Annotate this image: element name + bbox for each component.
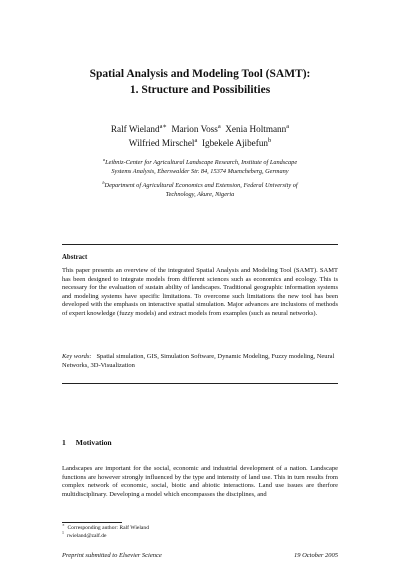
keywords	[62, 353, 338, 370]
affiliation-mark: a	[102, 156, 106, 162]
keywords-text: Spatial simulation, GIS, Simulation Software, Dynamic Modeling, Fuzzy modeling, Neural Networks, 3D-Visualization	[62, 353, 335, 369]
section-number: 1	[62, 438, 66, 447]
author-line-1	[40, 122, 360, 136]
affiliation-text-cont: Systems Analysis, Eberswalder Str. 84, 15374 Muencheberg, Germany	[111, 168, 289, 175]
footer-date: 19 October 2005	[293, 552, 338, 559]
affiliation-a	[52, 158, 348, 176]
affiliation-mark: b	[102, 179, 105, 185]
title-line-2: 1. Structure and Possibilities	[129, 84, 271, 96]
abstract-heading: Abstract	[62, 254, 88, 261]
author-list	[40, 122, 360, 150]
author-mark: a	[286, 122, 290, 130]
author-name: Wilfried Mirschel	[128, 138, 195, 148]
affiliation-text-cont: Technology, Akure, Nigeria	[165, 191, 235, 198]
affiliation-text: Leibniz-Center for Agricultural Landscape Research, Institute of Landscape	[105, 159, 298, 166]
author-mark: a	[159, 122, 163, 130]
body-text: Landscapes are important for the social, economic and industrial development of a nation. Landscape functions are however strongly influenced by the type and intensity of land use. This in turn results from complex network of economic, social, biotic and abiotic interactions. Land use issues are therfore multidisciplinary. Developing a model which encompasses the disciplines, and	[62, 465, 338, 498]
keywords-label: Key words:	[62, 353, 92, 360]
corresponding-mark: ∗	[162, 122, 167, 130]
paper-title	[40, 66, 360, 98]
footnote-mark: 1	[62, 531, 64, 536]
abstract-text: This paper presents an overview of the integrated Spatial Analysis and Modeling Tool (SAMT). SAMT has been designed to integrate models from different sciences such as economics and ecology. This is necessary for the evaluation of sustain ability of landscapes. Traditional geographic information systems and modeling systems have specific limitations. To overcome such limitations the new tool has been developed with the emphasis on interactive spatial simulation. Major advances are inclusions of methods of expert knowledge (fuzzy models) and extract models from examples (such as neural networks).	[62, 267, 338, 317]
author-name: Ralf Wieland	[110, 124, 160, 134]
author-mark: a	[194, 136, 198, 144]
footnote-rule	[62, 522, 122, 523]
footnote-mark: ∗	[62, 523, 65, 528]
title-line-1: Spatial Analysis and Modeling Tool (SAMT):	[89, 68, 311, 80]
author-mark: a	[217, 122, 221, 130]
author-line-2	[40, 136, 360, 150]
author-mark: b	[268, 136, 272, 144]
footnote-2	[62, 533, 107, 540]
abstract-bottom-rule	[62, 383, 338, 384]
footnote-text: rwieland@zalf.de	[66, 533, 107, 539]
author-name: Igbekele Ajibefun	[201, 138, 269, 148]
affiliation-text: Department of Agricultural Economics and Extension, Federal University of	[104, 182, 298, 189]
section-title: Motivation	[75, 438, 112, 447]
affiliation-b	[52, 181, 348, 199]
footnote-1	[62, 525, 149, 532]
footer-preprint-note: Preprint submitted to Elsevier Science	[62, 552, 162, 559]
section-heading	[62, 438, 112, 447]
abstract-top-rule	[62, 244, 338, 245]
author-name: Marion Voss	[171, 124, 218, 134]
author-name: Xenia Holtmann	[225, 124, 287, 134]
footnote-text: Corresponding author: Ralf Wieland	[67, 525, 149, 531]
